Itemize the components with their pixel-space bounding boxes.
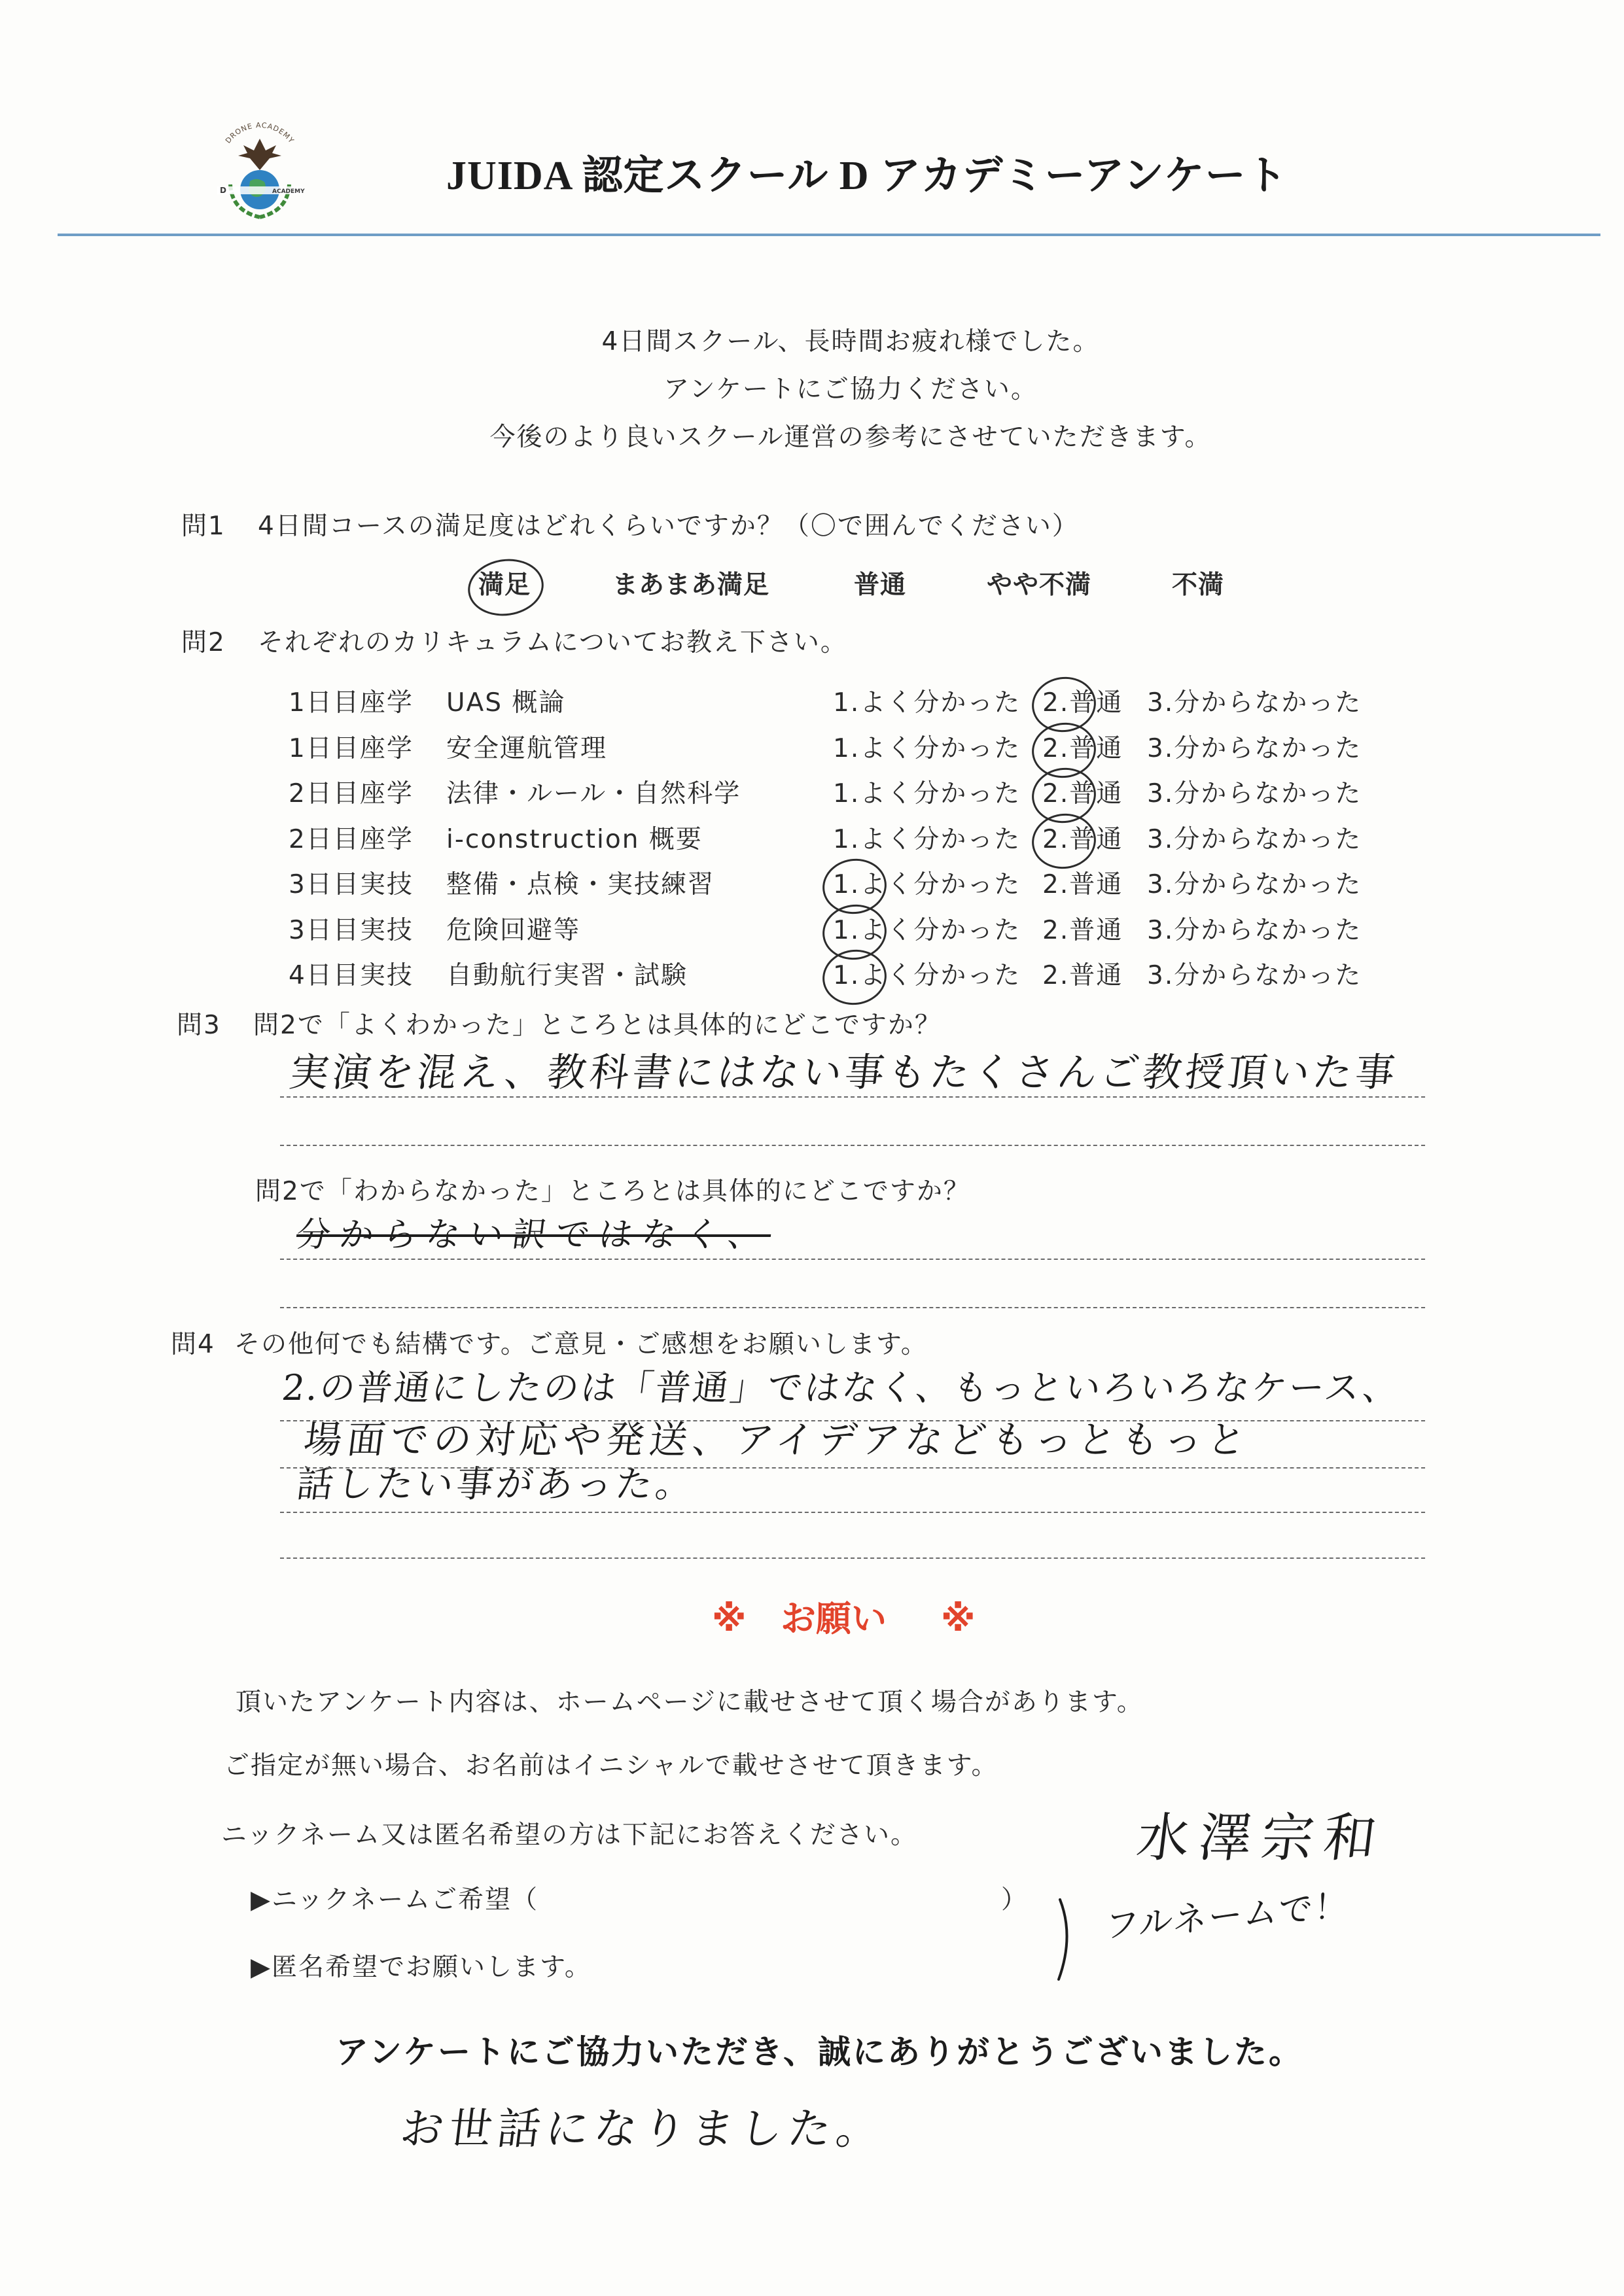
intro-line: アンケートにご協力ください。 bbox=[663, 375, 1038, 404]
question-text: 問2で「わからなかった」ところとは具体的にどこですか？ bbox=[255, 1177, 970, 1206]
answer-line bbox=[280, 1467, 1425, 1469]
rating-option: 2.普通 bbox=[1042, 916, 1123, 945]
answer-circle bbox=[1029, 719, 1100, 782]
answer-circle bbox=[1029, 764, 1100, 827]
question-number: 問4 bbox=[171, 1330, 215, 1359]
session-day: 3日目実技 bbox=[289, 916, 414, 945]
page-title: JUIDA 認定スクール D アカデミーアンケート bbox=[446, 154, 1288, 198]
rating-option: 2.普通 bbox=[1042, 736, 1123, 761]
notice-line: ご指定が無い場合、お名前はイニシャルで載せさせて頂きます。 bbox=[224, 1751, 998, 1781]
rating-option: 2.普通 bbox=[1042, 870, 1123, 899]
question-text: 問2で「よくわかった」ところとは具体的にどこですか？ bbox=[253, 1011, 942, 1040]
session-subject: 自動航行実習・試験 bbox=[446, 961, 688, 990]
rating-option: 1.よく分かった bbox=[833, 963, 1021, 988]
answer-circle bbox=[819, 901, 891, 964]
notice-line: 頂いたアンケート内容は、ホームページに載せさせて頂く場合があります。 bbox=[236, 1688, 1144, 1717]
satisfaction-option: まあまあ満足 bbox=[612, 570, 770, 600]
rating-option: 3.分からなかった bbox=[1147, 916, 1362, 945]
logo-band-left: D bbox=[220, 186, 226, 195]
handwritten-answer-line: 話したい事があった。 bbox=[294, 1463, 698, 1506]
question-text: その他何でも結構です。ご意見・ご感想をお願いします。 bbox=[234, 1330, 928, 1359]
satisfaction-option: 普通 bbox=[854, 570, 907, 600]
answer-line bbox=[280, 1420, 1425, 1421]
notice-mark: ※ bbox=[941, 1598, 976, 1639]
answer-circle bbox=[1029, 673, 1100, 737]
handwritten-note: フルネームで！ bbox=[1104, 1885, 1350, 1947]
rating-option: 1.よく分かった bbox=[833, 688, 1021, 718]
session-day: 2日目座学 bbox=[289, 779, 414, 809]
handwritten-bracket bbox=[1052, 1897, 1078, 1982]
answer-circle bbox=[1029, 810, 1100, 873]
intro-line: 4日間スクール、長時間お疲れ様でした。 bbox=[601, 327, 1100, 357]
session-day: 1日目座学 bbox=[289, 688, 414, 718]
drone-academy-logo bbox=[204, 119, 315, 230]
handwritten-answer: 実演を混え、教科書にはない事もたくさんご教授頂いた事 bbox=[287, 1050, 1401, 1096]
session-subject: 危険回避等 bbox=[446, 916, 581, 945]
rating-option: 3.分からなかった bbox=[1147, 734, 1362, 763]
session-subject: 安全運航管理 bbox=[446, 734, 608, 763]
nickname-label: ▶ニックネームご希望（ bbox=[251, 1885, 539, 1915]
rating-option: 1.よく分かった bbox=[833, 872, 1021, 897]
answer-line bbox=[280, 1096, 1425, 1098]
handwritten-answer-line: 2.の普通にしたのは「普通」ではなく、もっといろいろなケース、 bbox=[279, 1367, 1403, 1408]
rating-option: 2.普通 bbox=[1042, 690, 1123, 716]
answer-line bbox=[280, 1145, 1425, 1146]
rating-option: 3.分からなかった bbox=[1147, 825, 1362, 854]
rating-option: 2.普通 bbox=[1042, 827, 1123, 852]
notice-mark: ※ bbox=[712, 1598, 747, 1639]
eagle-icon bbox=[238, 139, 281, 170]
notice-line: ニックネーム又は匿名希望の方は下記にお答えください。 bbox=[221, 1820, 918, 1850]
rating-option: 3.分からなかった bbox=[1147, 779, 1362, 809]
logo-arc-text: DRONE ACADEMY bbox=[223, 120, 296, 145]
session-day: 2日目座学 bbox=[289, 825, 414, 854]
notice-title: お願い bbox=[781, 1598, 887, 1639]
answer-line bbox=[280, 1307, 1425, 1308]
rating-option: 2.普通 bbox=[1042, 961, 1123, 990]
answer-circle bbox=[819, 946, 891, 1009]
answer-line bbox=[280, 1259, 1425, 1260]
session-subject: i-construction 概要 bbox=[446, 825, 703, 854]
intro-line: 今後のより良いスクール運営の参考にさせていただきます。 bbox=[489, 423, 1212, 452]
question-number: 問3 bbox=[177, 1011, 221, 1040]
question-number: 問1 bbox=[181, 512, 226, 541]
answer-circle bbox=[819, 855, 891, 918]
rating-option: 1.よく分かった bbox=[833, 779, 1021, 809]
handwritten-name: 水澤宗和 bbox=[1133, 1807, 1390, 1868]
rating-option: 1.よく分かった bbox=[833, 825, 1021, 854]
session-subject: 整備・点検・実技練習 bbox=[446, 870, 715, 899]
rating-option: 2.普通 bbox=[1042, 781, 1123, 807]
answer-circle bbox=[465, 554, 548, 620]
closing-message: アンケートにご協力いただき、誠にありがとうございました。 bbox=[336, 2033, 1303, 2071]
rating-option: 1.よく分かった bbox=[833, 918, 1021, 943]
satisfaction-option: やや不満 bbox=[987, 570, 1092, 600]
handwritten-answer-line: 場面での対応や発送、アイデアなどもっともっと bbox=[301, 1418, 1254, 1462]
session-day: 1日目座学 bbox=[289, 734, 414, 763]
rating-option: 3.分からなかった bbox=[1147, 961, 1362, 990]
intro-text bbox=[196, 318, 1505, 461]
rating-option: 1.よく分かった bbox=[833, 734, 1021, 763]
nickname-close-paren: ） bbox=[1001, 1885, 1029, 1915]
session-subject: 法律・ルール・自然科学 bbox=[446, 779, 741, 809]
header-rule bbox=[58, 234, 1600, 236]
answer-line bbox=[280, 1557, 1425, 1559]
logo-band-right: ACADEMY bbox=[272, 188, 305, 195]
question-text: 4日間コースの満足度はどれくらいですか？（〇で囲んでください） bbox=[258, 512, 1079, 541]
satisfaction-option: 不満 bbox=[1172, 570, 1225, 600]
handwritten-thanks: お世話になりました。 bbox=[397, 2104, 888, 2154]
rating-option: 3.分からなかった bbox=[1147, 688, 1362, 718]
rating-option: 3.分からなかった bbox=[1147, 870, 1362, 899]
question-number: 問2 bbox=[181, 628, 226, 657]
session-subject: UAS 概論 bbox=[446, 688, 566, 718]
question-text: それぞれのカリキュラムについてお教え下さい。 bbox=[258, 628, 847, 657]
handwritten-struck-answer: 分からない訳ではなく、 bbox=[294, 1215, 773, 1255]
satisfaction-option: 満足 bbox=[478, 572, 531, 598]
anonymous-label: ▶匿名希望でお願いします。 bbox=[251, 1953, 591, 1982]
session-day: 3日目実技 bbox=[289, 870, 414, 899]
answer-line bbox=[280, 1512, 1425, 1513]
session-day: 4日目実技 bbox=[289, 961, 414, 990]
